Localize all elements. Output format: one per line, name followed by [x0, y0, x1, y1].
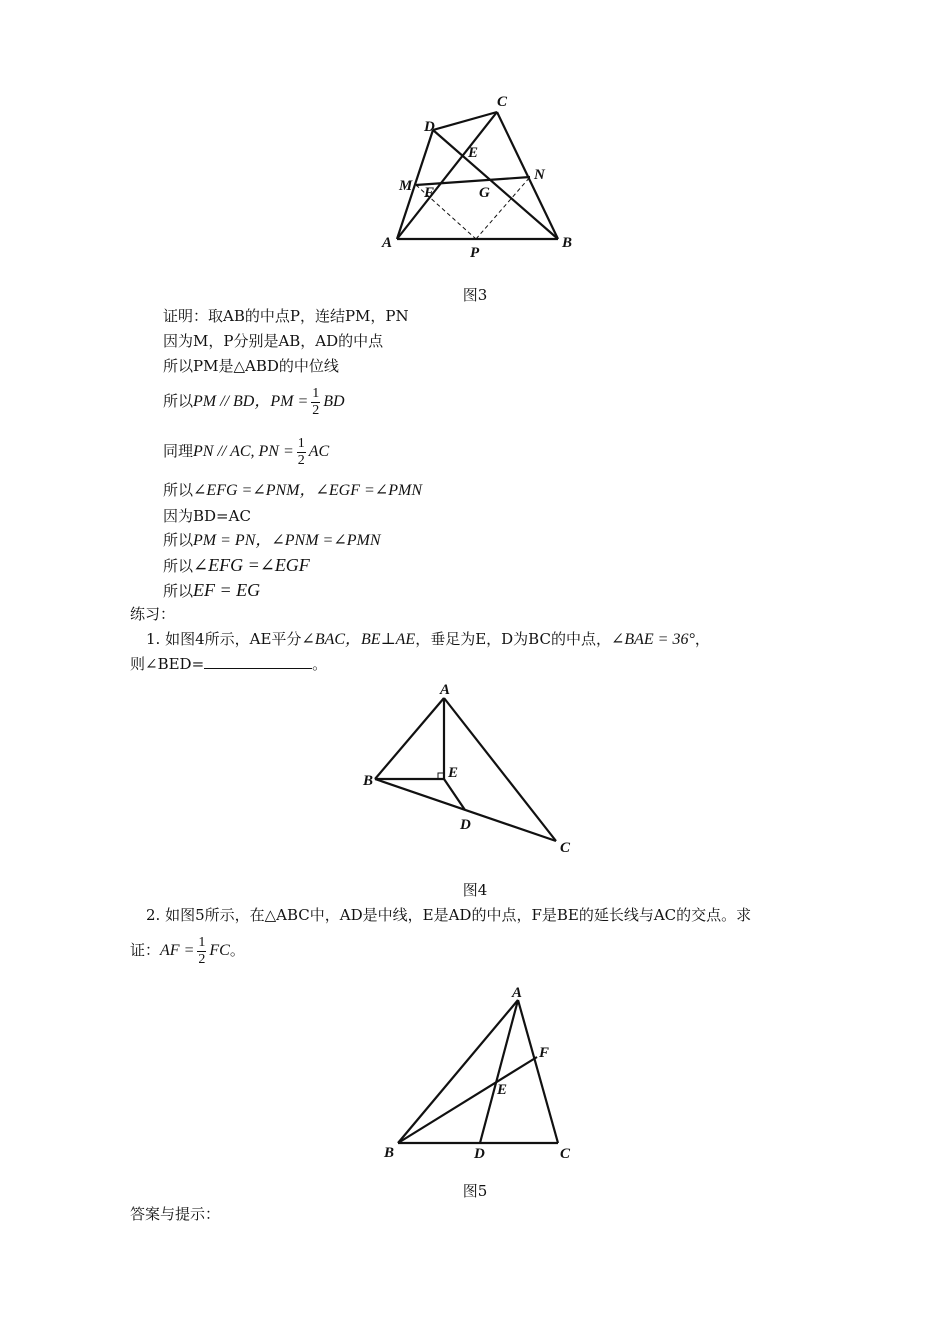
proof-line-6-prefix: 所以 [163, 481, 194, 499]
label-d: D [460, 817, 471, 833]
proof-line-9 [163, 555, 310, 576]
fraction-half [297, 436, 306, 469]
segment-cb [497, 112, 558, 239]
label-a: A [382, 235, 393, 251]
figure-5-caption: 图5 [462, 1182, 488, 1200]
label-e: E [448, 765, 459, 781]
figure-3-diagram [370, 90, 590, 265]
label-f: F [424, 185, 435, 201]
question-1-text-a: 1. 如图4所示，AE平分 [146, 630, 302, 648]
segment-ab [375, 698, 444, 779]
proof-line-5-tail: AC [308, 443, 330, 460]
label-d: D [424, 119, 435, 135]
label-c: C [497, 94, 508, 110]
proof-line-3: 所以PM是△ABD的中位线 [163, 357, 339, 375]
segment-ac [518, 1000, 558, 1143]
proof-line-8-prefix: 所以 [163, 531, 194, 549]
label-b: B [384, 1145, 395, 1161]
question-2-line-2 [130, 932, 245, 969]
proof-line-8-math: PM = PN，∠PNM =∠PMN [193, 532, 381, 549]
proof-line-10-math: EF = EG [193, 580, 261, 600]
label-c: C [560, 840, 571, 856]
proof-line-4-math: PM // BD，PM = [193, 393, 309, 410]
question-2-text-e: 。 [229, 941, 245, 959]
label-d: D [474, 1146, 485, 1162]
label-f: F [539, 1045, 550, 1061]
figure-4 [355, 675, 585, 860]
figure-4-caption: 图4 [462, 881, 488, 899]
question-1-math-b: ∠BAC，BE⊥AE [301, 631, 416, 648]
fraction-half [311, 386, 320, 419]
fraction-numerator: 1 [297, 435, 305, 451]
question-1-text-f: 则∠BED= [130, 655, 205, 673]
proof-line-4-tail: BD [323, 393, 345, 410]
segment-mn [416, 177, 530, 185]
proof-line-10 [163, 580, 260, 601]
label-a: A [440, 682, 451, 698]
question-2-math-c: AF = [160, 942, 195, 959]
question-1-math-d: ∠BAE = 36° [610, 631, 695, 648]
question-1-text-g: 。 [312, 655, 328, 673]
proof-line-5-prefix: 同理 [163, 442, 194, 460]
proof-line-4-prefix: 所以 [163, 392, 194, 410]
label-p: P [470, 245, 480, 261]
proof-line-5 [163, 433, 329, 470]
segment-ac [397, 112, 497, 239]
label-c: C [560, 1146, 571, 1162]
segment-dc [433, 112, 497, 130]
figure-3 [370, 90, 590, 265]
answers-heading: 答案与提示： [130, 1205, 221, 1223]
proof-line-2: 因为M，P分别是AB，AD的中点 [163, 332, 384, 350]
label-e: E [497, 1082, 508, 1098]
label-e: E [468, 145, 479, 161]
label-m: M [399, 178, 413, 194]
fraction-denominator: 2 [198, 951, 206, 967]
fraction-denominator: 2 [312, 402, 320, 418]
answer-blank[interactable] [204, 654, 312, 669]
fraction-numerator: 1 [198, 934, 206, 950]
proof-line-6-math: ∠EFG =∠PNM，∠EGF =∠PMN [193, 482, 422, 499]
proof-line-7: 因为BD=AC [163, 507, 251, 525]
question-1-text-e: ， [694, 630, 710, 648]
label-b: B [363, 773, 374, 789]
fraction-numerator: 1 [312, 385, 320, 401]
question-2 [146, 904, 751, 926]
figure-5-diagram [380, 980, 580, 1165]
figure-5 [380, 980, 580, 1165]
figure-4-diagram [355, 675, 585, 860]
proof-line-4 [163, 383, 345, 420]
label-n: N [534, 167, 545, 183]
proof-line-10-prefix: 所以 [163, 582, 194, 600]
practice-heading: 练习： [130, 605, 176, 623]
label-b: B [562, 235, 573, 251]
label-a: A [512, 985, 523, 1001]
segment-db [433, 130, 558, 239]
question-1-line-2 [130, 653, 327, 675]
proof-line-5-math: PN // AC, PN = [193, 443, 294, 460]
question-1-text-c: ，垂足为E，D为BC的中点， [415, 630, 611, 648]
question-2-text-b: 证： [130, 941, 161, 959]
fraction-denominator: 2 [297, 452, 305, 468]
fraction-half [197, 935, 206, 968]
figure-3-caption: 图3 [462, 286, 488, 304]
proof-line-1: 证明：取AB的中点P，连结PM，PN [163, 307, 409, 325]
question-2-math-d: FC [209, 942, 230, 959]
label-g: G [479, 185, 490, 201]
proof-line-9-math: ∠EFG =∠EGF [193, 555, 310, 575]
question-2-text-a: 2. 如图5所示，在△ABC中，AD是中线，E是AD的中点，F是BE的延长线与AC的交点。求 [146, 906, 752, 924]
segment-bf [398, 1057, 537, 1143]
proof-line-8 [163, 530, 381, 551]
proof-line-6 [163, 480, 422, 501]
question-1 [146, 628, 710, 651]
proof-line-9-prefix: 所以 [163, 557, 194, 575]
